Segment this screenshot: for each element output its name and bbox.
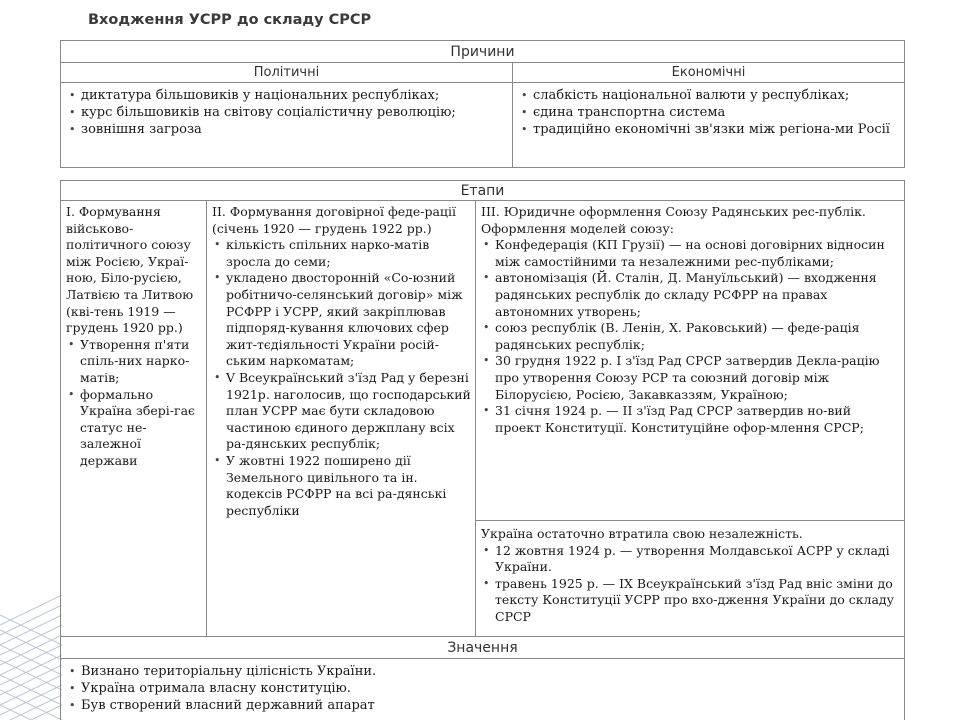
- list-item: • традиційно економічні зв'язки між регіона-ми Росії: [519, 121, 900, 138]
- independence-note: Україна остаточно втратила свою незалежність.: [481, 526, 803, 541]
- list-item: • єдина транспортна система: [519, 104, 900, 121]
- list-item: • Конфедерація (КП Грузії) — на основі договірних відносин між самостійними та незалежними рес-публіками;: [481, 237, 898, 270]
- causes-header: Причини: [61, 41, 904, 63]
- stage-3: [476, 201, 904, 636]
- stages-header: Етапи: [61, 181, 904, 201]
- stage-3-title: ІІІ. Юридичне оформлення Союзу Радянських рес-публік. Оформлення моделей союзу:: [481, 204, 866, 236]
- list-item: • Був створений власний державний апарат: [67, 697, 900, 714]
- list-item: • У жовтні 1922 поширено дії Земельного цивільного та ін. кодексів РСФРР на всі ра-дянські республіки: [212, 453, 471, 519]
- list-item: • 30 грудня 1922 р. І з'їзд Рад СРСР затвердив Декла-рацію про утворення Союзу РСР та союзний договір між Білорусією, Росією, Закавказзям, Україною;: [481, 353, 898, 403]
- list-item: • диктатура більшовиків у національних республіках;: [67, 87, 508, 104]
- stage-3-main: [476, 201, 904, 521]
- page-title: Входження УСРР до складу СРСР: [88, 12, 372, 28]
- decorative-hatch: [0, 595, 62, 720]
- stage-2: [207, 201, 476, 636]
- stages-table: [60, 180, 905, 720]
- list-item: • зовнішня загроза: [67, 121, 508, 138]
- stage-2-title: ІІ. Формування договірної феде-рації (січень 1920 — грудень 1922 рр.): [212, 204, 456, 236]
- list-item: • кількість спільних нарко-матів зросла до семи;: [212, 237, 471, 270]
- list-item: • формально Україна збері-гає статус не-залежної держави: [66, 387, 202, 470]
- list-item: • 31 січня 1924 р. — ІІ з'їзд Рад СРСР затвердив но-вий проект Конституції. Конституційне офор-млення СРСР;: [481, 403, 898, 436]
- list-item: • V Всеукраїнський з'їзд Рад у березні 1921р. наголосив, що господарський план УСРР має бути складовою частиною єдиного держплану всіх ра-дянських республік;: [212, 370, 471, 453]
- stage-1-title: І. Формування військово-політичного союзу між Росією, Украї-ною, Біло-русією, Латвією та Литвою (кві-тень 1919 — грудень 1920 рр.): [66, 204, 194, 336]
- list-item: • 12 жовтня 1924 р. — утворення Молдавської АСРР у складі України.: [481, 543, 898, 576]
- list-item: • укладено двосторонній «Со-юзний робітничо-селянський договір» між РСФРР і УСРР, який закріплював підпоряд-кування ключових сфер жит-тєдіяльності України росій-ським наркоматам;: [212, 270, 471, 370]
- political-header: Політичні: [61, 63, 513, 82]
- stage-1: [61, 201, 207, 636]
- causes-table: [60, 40, 905, 168]
- list-item: • Україна отримала власну конституцію.: [67, 680, 900, 697]
- list-item: • союз республік (В. Ленін, Х. Раковський) — феде-рація радянських республік;: [481, 320, 898, 353]
- economic-header: Економічні: [671, 65, 746, 80]
- list-item: • автономізація (Й. Сталін, Д. Мануїльський) — входження радянських республік до складу РСФРР на правах автономних утворень;: [481, 270, 898, 320]
- economic-causes: [513, 83, 904, 167]
- significance-list: [61, 659, 904, 714]
- list-item: • Утворення п'яти спіль-них нарко-матів;: [66, 337, 202, 387]
- list-item: • курс більшовиків на світову соціалістичну революцію;: [67, 104, 508, 121]
- significance-header: Значення: [61, 637, 904, 659]
- list-item: • травень 1925 р. — IX Всеукраїнський з'їзд Рад вніс зміни до тексту Конституції УСРР про вхо-дження України до складу СРСР: [481, 576, 898, 626]
- stage-3-note: [476, 521, 904, 626]
- list-item: • слабкість національної валюти у республіках;: [519, 87, 900, 104]
- list-item: • Визнано територіальну цілісність України.: [67, 663, 900, 680]
- political-causes: [61, 83, 513, 167]
